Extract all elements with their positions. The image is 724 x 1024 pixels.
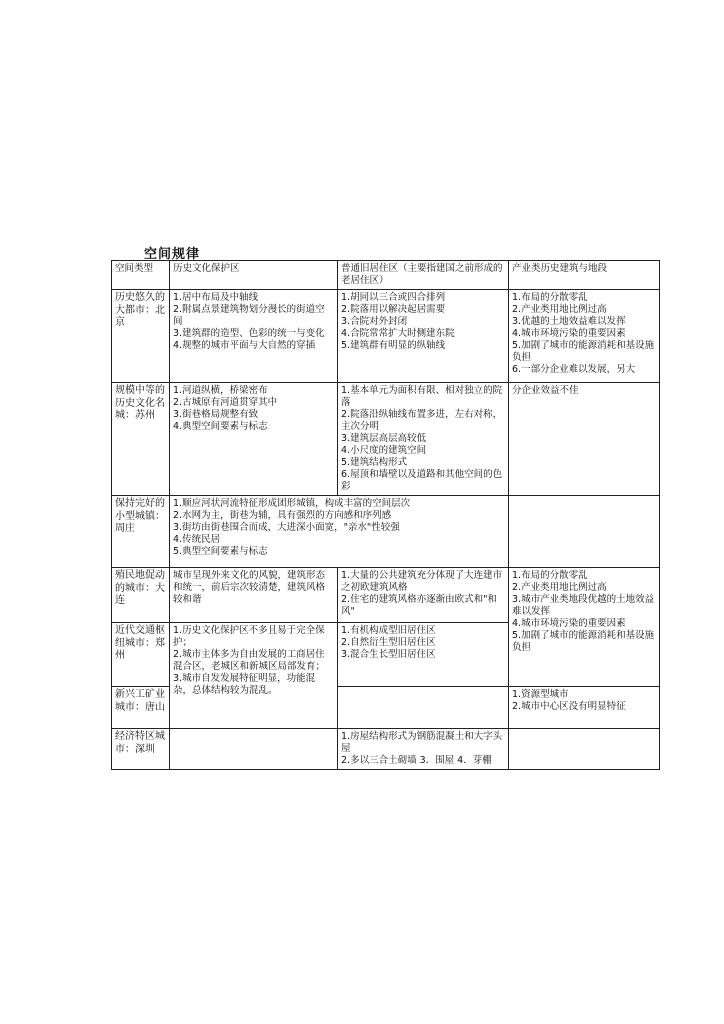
cell-line: 3.建筑群的造型、色彩的统一与变化 <box>173 328 325 339</box>
table-row <box>112 568 660 623</box>
cell-line: 3.街巷格局规整有致 <box>173 409 259 420</box>
cell-old-residential <box>338 290 509 383</box>
header-space-type: 空间类型 <box>112 261 170 290</box>
cell-line: 1.基本单元为面积有限、相对独立的院落 <box>341 385 503 408</box>
row-category: 殖民地促动的城市：大连 <box>112 568 170 623</box>
cell-line: 1.布局的分散零乱 <box>512 570 588 581</box>
cell-line: 4.城市环境污染的重要因素 <box>512 328 626 339</box>
cell-line: 2.水网为主，街巷为辅，具有强烈的方向感和序列感 <box>173 510 392 521</box>
cell-line: 3.优越的土地效益难以发挥 <box>512 316 626 327</box>
table-row <box>112 496 660 568</box>
cell-old-residential <box>338 729 509 770</box>
row-category: 历史悠久的大都市：北京 <box>112 290 170 383</box>
row-category: 规模中等的历史文化名城：苏州 <box>112 383 170 496</box>
row-category: 保持完好的小型城镇：周庄 <box>112 496 170 568</box>
cell-line: 6.屋顶和墙壁以及道路和其他空间的色彩 <box>341 469 503 492</box>
cell-industrial-heritage <box>509 290 660 383</box>
cell-line: 城市呈现外来文化的风貌，建筑形态和统一，前后宗次较清楚，建筑风格较和谐 <box>173 570 326 605</box>
cell-old-residential <box>338 623 509 687</box>
cell-line: 1.胡同以三合或四合排列 <box>341 292 446 303</box>
cell-old-residential <box>338 568 509 623</box>
cell-line: 2.自然衍生型旧居住区 <box>341 637 436 648</box>
cell-industrial-heritage <box>509 729 660 770</box>
row-category: 近代交通枢纽城市：郑州 <box>112 623 170 687</box>
table-row <box>112 290 660 383</box>
cell-line: 2.古城原有河道贯穿其中 <box>173 397 278 408</box>
cell-line: 4.小尺度的建筑空间 <box>341 445 427 456</box>
cell-historic-protection <box>170 729 338 770</box>
header-historic-protection: 历史文化保护区 <box>170 261 338 290</box>
cell-line: 5.建筑群有明显的纵轴线 <box>341 340 446 351</box>
cell-line: 2.产业类用地比例过高 <box>512 582 607 593</box>
cell-line: 4.典型空间要素与标志 <box>173 421 268 432</box>
cell-line: 5.加剧了城市的能源消耗和基设施负担 <box>512 340 655 363</box>
row-category: 新兴工矿业城市：唐山 <box>112 687 170 729</box>
cell-line: 5.典型空间要素与标志 <box>173 546 268 557</box>
header-industrial-heritage: 产业类历史建筑与地段 <box>509 261 660 290</box>
table-row <box>112 383 660 496</box>
row-category: 经济特区城市：深圳 <box>112 729 170 770</box>
cell-industrial-heritage <box>509 568 660 687</box>
cell-industrial-heritage <box>509 687 660 729</box>
cell-line: 2.多以三合土砌墙 3．围屋 4．芽棚 <box>341 755 492 766</box>
cell-line: 1.顺应河状河流特征形成团形城镇，构成丰富的空间层次 <box>173 498 411 509</box>
cell-line: 2.附属点景建筑物划分漫长的街道空间 <box>173 304 325 327</box>
cell-line: 1.有机构成型旧居住区 <box>341 625 436 636</box>
cell-historic-protection <box>170 496 509 568</box>
cell-line: 3.建筑层高层高较低 <box>341 433 427 444</box>
section-title: 空间规律 <box>144 247 201 262</box>
cell-line: 5.加剧了城市的能源消耗和基设施负担 <box>512 630 655 653</box>
cell-line: 5.建筑结构形式 <box>341 457 408 468</box>
cell-line: 2.住宅的建筑风格亦逐渐由欧式和"和风" <box>341 594 497 617</box>
cell-line: 3.街坊由街巷围合而成，大进深小面宽，"亲水"性较强 <box>173 522 400 533</box>
cell-line: 1.房屋结构形式为钢筋混凝土和大字头屋 <box>341 731 503 754</box>
cell-old-residential <box>338 383 509 496</box>
cell-line: 3.混合生长型旧居住区 <box>341 649 436 660</box>
cell-historic-protection <box>170 383 338 496</box>
cell-line: 2.院落用以解决起居需要 <box>341 304 446 315</box>
cell-line: 4.合院常常扩大时侧建东院 <box>341 328 455 339</box>
cell-line: 3.城市自发发展特征明显，功能混杂，总体结构较为混乱。 <box>173 673 316 696</box>
cell-old-residential <box>338 687 509 729</box>
cell-line: 1.历史文化保护区不多且易于完全保护； <box>173 625 325 648</box>
cell-line: 2.城市主体多为自由发展的工商居住混合区，老城区和新城区局部发育； <box>173 649 326 672</box>
header-old-residential: 普通旧居住区（主要指建国之前形成的老居住区） <box>338 261 509 290</box>
cell-line: 1.河道纵横，桥梁密布 <box>173 385 268 396</box>
cell-historic-protection <box>170 623 338 729</box>
cell-line: 2.产业类用地比例过高 <box>512 304 607 315</box>
cell-line: 1.居中布局及中轴线 <box>173 292 259 303</box>
cell-line: 6.一部分企业难以发展，另大 <box>512 364 636 375</box>
space-pattern-table <box>111 260 660 770</box>
cell-line: 3.合院对外封闭 <box>341 316 408 327</box>
cell-line: 分企业效益不佳 <box>512 385 579 396</box>
cell-historic-protection <box>170 290 338 383</box>
table-row <box>112 729 660 770</box>
cell-industrial-heritage <box>509 383 660 496</box>
cell-historic-protection <box>170 568 338 623</box>
cell-line: 1.资源型城市 <box>512 689 569 700</box>
cell-line: 4.传统民居 <box>173 534 221 545</box>
cell-line: 4.城市环境污染的重要因素 <box>512 618 626 629</box>
table-header-row <box>112 261 660 290</box>
cell-line: 2.城市中心区没有明显特征 <box>512 701 626 712</box>
cell-line: 1.大量的公共建筑充分体现了大连建市之初欧建筑风格 <box>341 570 503 593</box>
cell-industrial-heritage <box>509 496 660 568</box>
cell-line: 3.城市产业类地段优越的土地效益难以发挥 <box>512 594 655 617</box>
cell-line: 2.院落沿纵轴线布置多进，左右对称，主次分明 <box>341 409 503 432</box>
cell-line: 4.规整的城市平面与大自然的穿插 <box>173 340 316 351</box>
cell-line: 1.布局的分散零乱 <box>512 292 588 303</box>
